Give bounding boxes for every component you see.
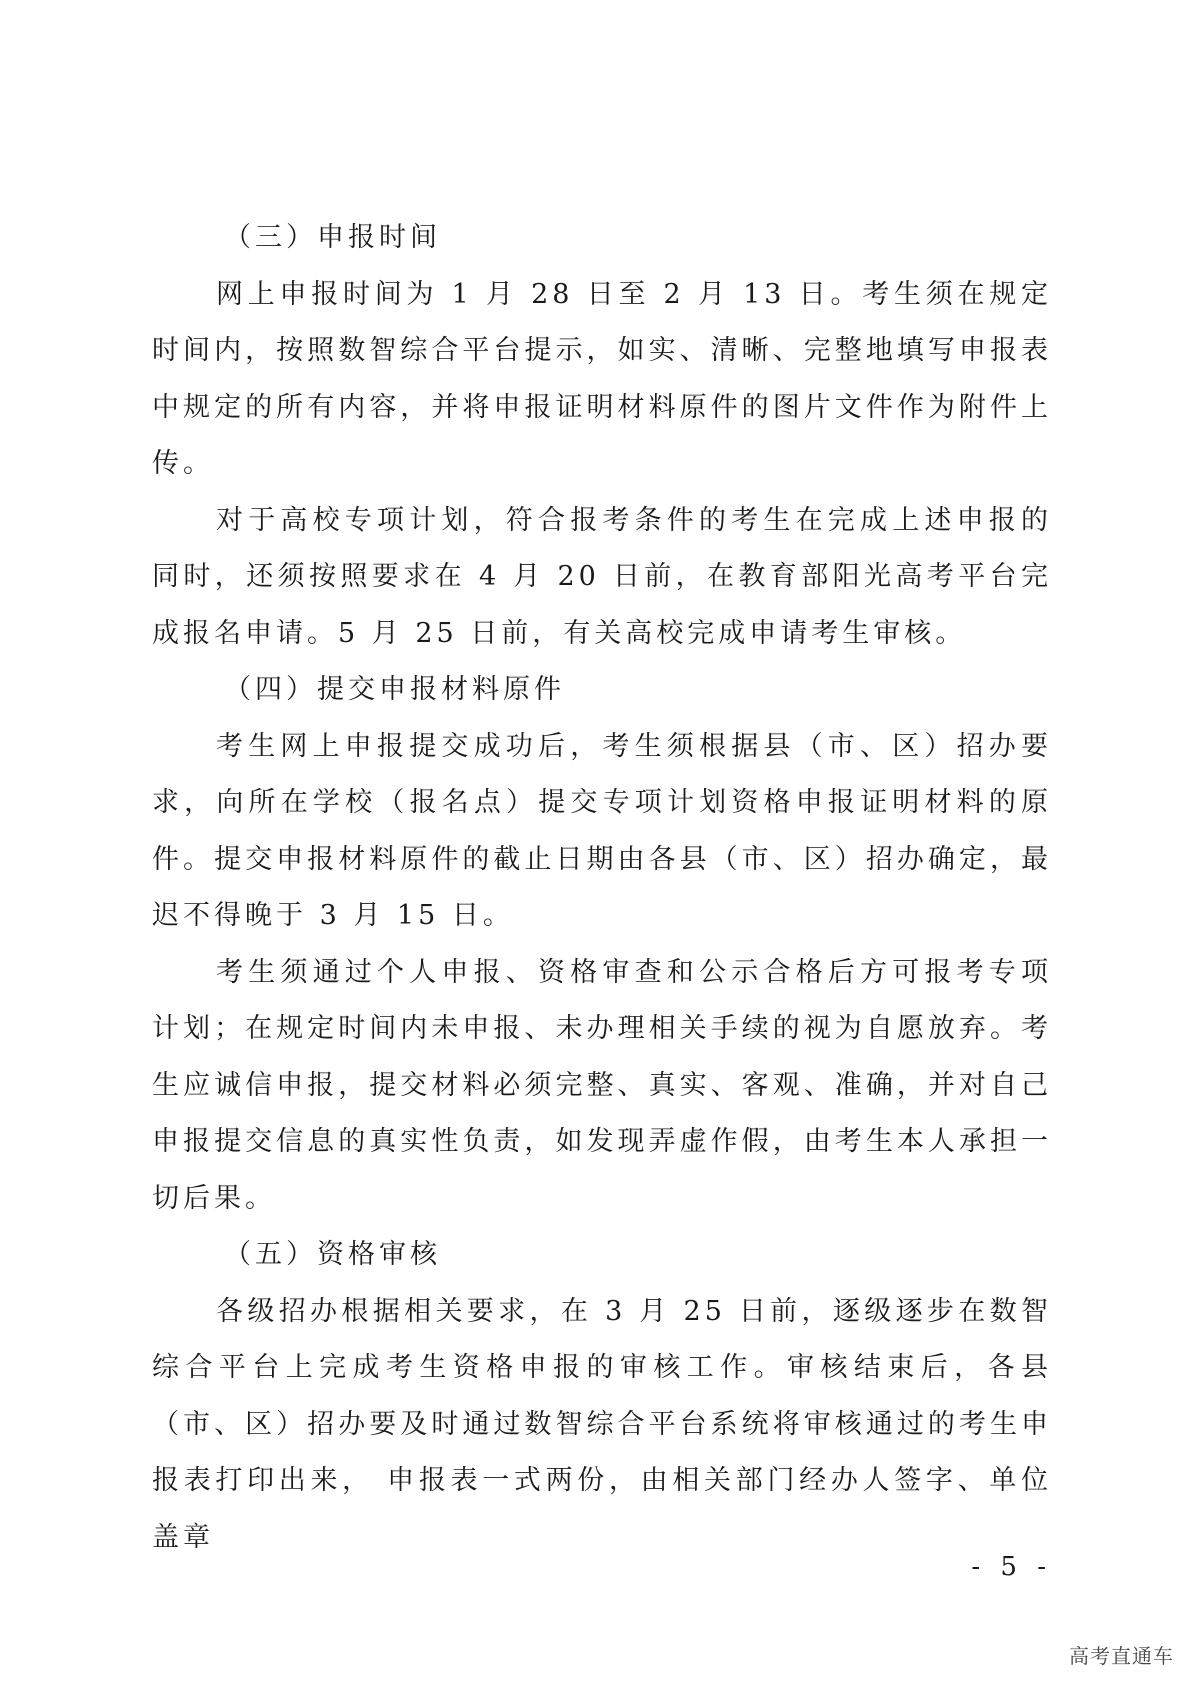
section-heading-submit-originals: （四）提交申报材料原件 (224, 674, 565, 705)
section-heading-application-time: （三）申报时间 (224, 222, 441, 253)
paragraph-university-special-plan: 对于高校专项计划，符合报考条件的考生在完成上述申报的同时，还须按照要求在 4 月 20 日前，在教育部阳光高考平台完成报名申请。5 月 25 日前，有关高校完成申请考生审核。 (152, 504, 1052, 649)
paragraph-honest-application: 考生须通过个人申报、资格审查和公示合格后方可报考专项计划；在规定时间内未申报、未办理相关手续的视为自愿放弃。考生应诚信申报，提交材料必须完整、真实、客观、准确，并对自己申报提交信息的真实性负责，如发现弄虚作假，由考生本人承担一切后果。 (152, 956, 1052, 1214)
document-body (152, 210, 1052, 1566)
paragraph-qualification-review: 各级招办根据相关要求，在 3 月 25 日前，逐级逐步在数智综合平台上完成考生资格申报的审核工作。审核结束后，各县（市、区）招办要及时通过数智综合平台系统将审核通过的考生申报表打印出来， 申报表一式两份，由相关部门经办人签字、单位盖章 (152, 1295, 1052, 1553)
paragraph-submit-originals: 考生网上申报提交成功后，考生须根据县（市、区）招办要求，向所在学校（报名点）提交专项计划资格申报证明材料的原件。提交申报材料原件的截止日期由各县（市、区）招办确定，最迟不得晚于 3 月 15 日。 (152, 730, 1052, 931)
paragraph-online-application: 网上申报时间为 1 月 28 日至 2 月 13 日。考生须在规定时间内，按照数智综合平台提示，如实、清晰、完整地填写申报表中规定的所有内容，并将申报证明材料原件的图片文件作为附件上传。 (152, 278, 1052, 479)
section-heading-qualification-review: （五）资格审核 (224, 1239, 441, 1270)
watermark: 高考直通车 (1069, 1644, 1174, 1668)
page-number: - 5 - (971, 1552, 1052, 1582)
